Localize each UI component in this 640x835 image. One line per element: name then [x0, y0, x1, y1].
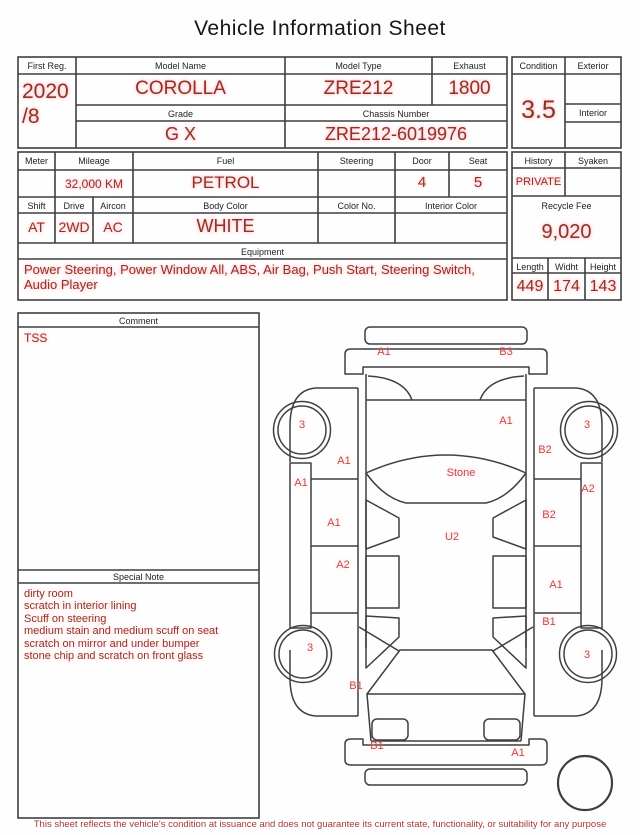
label-history: History	[524, 156, 553, 166]
damage-marker-b3: B3	[499, 346, 513, 358]
label-special-note: Special Note	[112, 572, 165, 582]
value-drive: 2WD	[58, 219, 90, 235]
label-meter: Meter	[24, 156, 48, 166]
spare-tire-icon	[558, 756, 612, 810]
damage-marker-b1: B1	[542, 616, 556, 628]
damage-marker-3: 3	[306, 642, 314, 654]
value-body-color: WHITE	[196, 216, 255, 236]
special-note-line: scratch in interior lining	[24, 600, 137, 613]
damage-marker-a1: A1	[499, 415, 513, 427]
value-mileage: 32,000 KM	[64, 177, 124, 191]
label-equipment: Equipment	[240, 247, 285, 257]
damage-marker-a2: A2	[336, 559, 350, 571]
label-interior: Interior	[578, 108, 607, 118]
value-condition: 3.5	[521, 96, 556, 124]
value-height: 143	[589, 278, 617, 295]
label-drive: Drive	[63, 201, 85, 211]
damage-marker-a1: A1	[549, 579, 563, 591]
value-fuel: PETROL	[191, 173, 260, 192]
damage-marker-b2: B2	[538, 444, 552, 456]
value-model-type: ZRE212	[323, 78, 394, 99]
damage-marker-stone: Stone	[446, 467, 476, 479]
label-seat: Seat	[468, 156, 488, 166]
page-title: Vehicle Information Sheet	[194, 17, 446, 40]
label-comment: Comment	[118, 316, 158, 326]
value-equipment: Power Steering, Power Window All, ABS, Air Bag, Push Start, Steering Switch, Audio Player	[24, 262, 475, 292]
damage-marker-u2: U2	[444, 531, 460, 543]
label-condition: Condition	[519, 61, 558, 71]
value-seat: 5	[473, 174, 483, 191]
label-fuel: Fuel	[216, 156, 235, 166]
footer-disclaimer: This sheet reflects the vehicle's condition at issuance and does not guarantee its current state, functionality, or suitability for any purpose	[33, 819, 607, 830]
label-body-color: Body Color	[203, 201, 248, 211]
label-mileage: Mileage	[78, 156, 110, 166]
special-note-line: scratch on mirror and under bumper	[24, 637, 200, 650]
damage-marker-a2: A2	[581, 483, 595, 495]
value-comment: TSS	[24, 331, 48, 345]
value-shift: AT	[28, 219, 45, 235]
value-aircon: AC	[103, 219, 123, 235]
label-exterior: Exterior	[577, 61, 609, 71]
value-model-name: COROLLA	[135, 78, 226, 99]
label-height: Height	[589, 262, 616, 272]
label-recycle-fee: Recycle Fee	[541, 201, 592, 211]
special-note-line: stone chip and scratch on front glass	[24, 650, 204, 663]
label-interior-color: Interior Color	[424, 201, 478, 211]
label-syaken: Syaken	[577, 156, 609, 166]
label-first-reg: First Reg.	[27, 61, 67, 71]
value-recycle-fee: 9,020	[541, 221, 592, 243]
label-steering: Steering	[339, 156, 374, 166]
value-door: 4	[417, 174, 427, 191]
damage-marker-a1: A1	[337, 455, 351, 467]
special-note-lines	[24, 588, 254, 662]
special-note-line: dirty room	[24, 588, 73, 600]
value-widht: 174	[553, 278, 580, 295]
label-length: Length	[516, 262, 544, 272]
label-shift: Shift	[27, 201, 46, 211]
label-door: Door	[412, 156, 432, 166]
car-diagram	[274, 327, 618, 810]
value-exhaust: 1800	[448, 78, 491, 99]
damage-marker-b1: B1	[349, 680, 363, 692]
value-first-reg: 2020 /8	[22, 80, 69, 128]
value-length: 449	[516, 278, 544, 295]
label-chassis: Chassis Number	[362, 109, 430, 119]
damage-marker-3: 3	[583, 649, 591, 661]
damage-marker-a1: A1	[294, 477, 308, 489]
special-note-line: Scuff on steering	[24, 612, 107, 625]
label-aircon: Aircon	[100, 201, 126, 211]
value-grade: G X	[164, 124, 196, 144]
damage-marker-a1: A1	[377, 346, 391, 358]
value-chassis: ZRE212-6019976	[324, 124, 468, 144]
damage-marker-a1: A1	[327, 517, 341, 529]
label-model-name: Model Name	[154, 61, 207, 71]
value-history: PRIVATE	[515, 176, 562, 188]
damage-marker-b2: B2	[542, 509, 556, 521]
label-grade: Grade	[167, 109, 193, 119]
label-model-type: Model Type	[335, 61, 382, 71]
label-widht: Widht	[554, 262, 578, 272]
label-color-no: Color No.	[337, 201, 376, 211]
special-note-line: medium stain and medium scuff on seat	[24, 625, 219, 638]
damage-marker-b1: B1	[370, 740, 384, 752]
label-exhaust: Exhaust	[453, 61, 486, 71]
damage-marker-3: 3	[583, 419, 591, 431]
damage-marker-3: 3	[298, 419, 306, 431]
damage-marker-a1: A1	[511, 747, 525, 759]
